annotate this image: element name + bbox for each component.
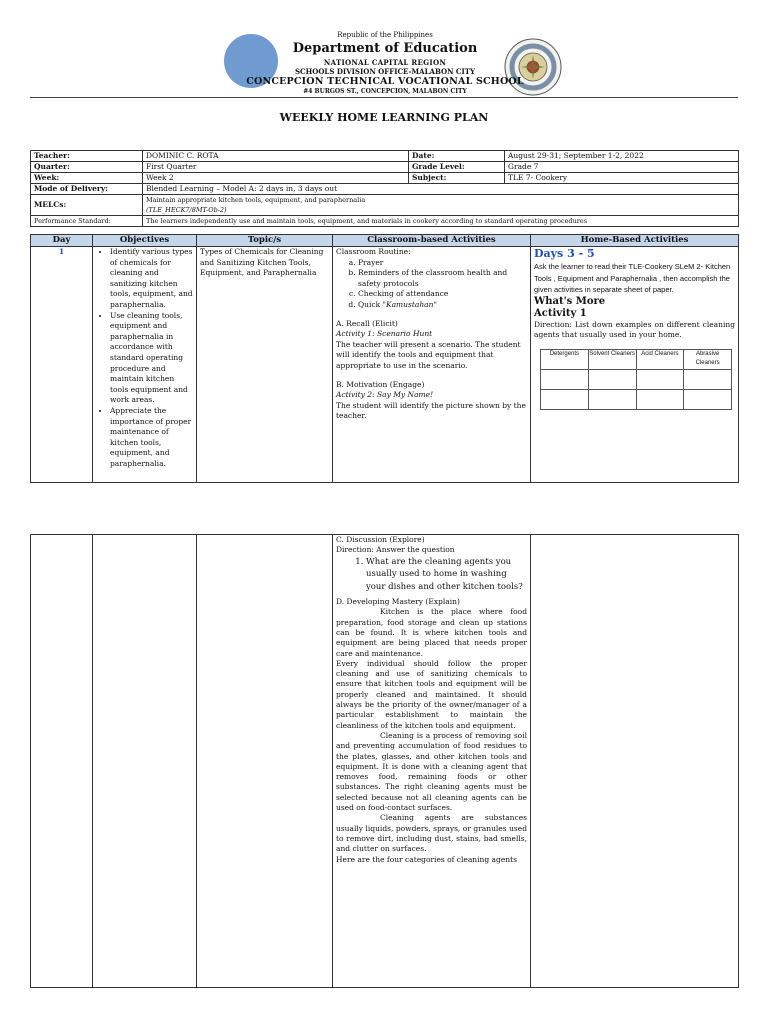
blank-cell: [588, 369, 636, 389]
performance-value: The learners independently use and maintain tools, equipment, and materials in cookery according to standard operating procedures: [143, 216, 739, 227]
recall-text: The teacher will present a scenario. The student will identify the tools and equipment that appropriate to use in the scenario.: [336, 339, 521, 370]
motivation-text: The student will identify the picture shown by the teacher.: [336, 400, 526, 421]
mastery-paragraph: Every individual should follow the proper cleaning and use of sanitizing chemicals to ensure that kitchen tools and equipment will be properly cleaned and maintained. It should always be the priority of the owner/manager of a particular establishment to maintain the cleanliness of the kitchen tools and equipment.: [336, 658, 527, 730]
melc-code: (TLE_HECK7/8MT-Ob-2): [146, 206, 227, 214]
topic-cell: Types of Chemicals for Cleaning and Sanitizing Kitchen Tools, Equipment, and Paraphernalia: [197, 247, 333, 483]
blank-cell: [588, 389, 636, 409]
col-classroom: Classroom-based Activities: [333, 235, 531, 247]
col-objectives: Objectives: [93, 235, 197, 247]
teacher-value: DOMINIC C. ROTA: [143, 151, 409, 162]
date-label: Date:: [409, 151, 505, 162]
continuation-table: [30, 534, 739, 988]
quarter-label: Quarter:: [31, 162, 143, 173]
plan-table: [30, 234, 739, 483]
col-home: Home-Based Activities: [531, 235, 739, 247]
header-address: #4 BURGOS ST., CONCEPCION, MALABON CITY: [303, 88, 467, 95]
page-title: WEEKLY HOME LEARNING PLAN: [279, 111, 489, 124]
header-republic: Republic of the Philippines: [337, 31, 433, 39]
header-division: SCHOOLS DIVISION OFFICE-MALABON CITY: [295, 67, 475, 76]
routine-item: b. Reminders of the classroom health and safety protocols: [358, 268, 527, 289]
header-region: NATIONAL CAPITAL REGION: [323, 58, 447, 67]
activity-direction: Direction: List down examples on different cleaning agents that usually used in your home.: [534, 319, 735, 340]
routine-title: Classroom Routine:: [336, 247, 411, 256]
routine-item: c. Checking of attendance: [358, 289, 527, 300]
teacher-label: Teacher:: [31, 151, 143, 162]
mode-value: Blended Learning – Model A: 2 days in, 3 days out: [143, 184, 739, 195]
continued-classroom-cell: [333, 535, 531, 988]
whats-more-heading: What's More: [534, 295, 606, 307]
blank-cell: [636, 369, 684, 389]
cleaning-header: Solvent Cleaners: [588, 349, 636, 369]
melc-label: MELCs:: [31, 195, 143, 216]
routine-list: [336, 258, 527, 311]
cleaning-header: Detergents: [541, 349, 589, 369]
empty-objectives-cell: [93, 535, 197, 988]
header-divider: [30, 97, 738, 98]
mastery-paragraph: Here are the four categories of cleaning agents: [336, 854, 517, 864]
melc-text: Maintain appropriate kitchen tools, equipment, and paraphernalia: [146, 196, 366, 204]
mastery-paragraph: Cleaning is a process of removing soil and preventing accumulation of food residues to the plates, glasses, and other kitchen tools and equipment. It is done with a cleaning agent that removes food, remaining foods or other substances. The right cleaning agents must be selected because not all cleaning agents can be used on food-contact surfaces.: [336, 730, 527, 813]
blank-cell: [541, 389, 589, 409]
blank-cell: [541, 369, 589, 389]
mastery-paragraph: Kitchen is the place where food preparation, food storage and clean up stations can be found. It is where kitchen tools and equipment are being placed that needs proper care and maintenance.: [336, 607, 527, 658]
motivation-activity: Activity 2: Say My Name!: [336, 390, 434, 400]
empty-day-cell: [31, 535, 93, 988]
empty-home-cell: [531, 535, 739, 988]
mastery-paragraph: Cleaning agents are substances usually liquids, powders, sprays, or granules used to remove dirt, including dust, stains, bad smells, and clutter on surfaces.: [336, 813, 527, 854]
routine-quick: Quick: [358, 299, 383, 309]
question-item: 1. What are the cleaning agents you usually used to home in washing your dishes and other kitchen tools?: [366, 556, 527, 594]
objective-item: • Appreciate the importance of proper maintenance of kitchen tools, equipment, and paraphernalia.: [110, 406, 193, 470]
classroom-cell: [333, 247, 531, 483]
objectives-cell: [93, 247, 197, 483]
objective-item: • Identify various types of chemicals for cleaning and sanitizing kitchen tools, equipment, and paraphernalia.: [110, 247, 193, 311]
day-number: 1: [31, 247, 93, 483]
mode-label: Mode of Delivery:: [31, 184, 143, 195]
blank-cell: [684, 369, 732, 389]
cleaning-agents-table: [540, 349, 732, 410]
blank-cell: [636, 389, 684, 409]
recall-activity: Activity 1: Scenario Hunt: [336, 329, 433, 339]
days-label: Days 3 - 5: [534, 247, 595, 260]
subject-value: TLE 7- Cookery: [505, 173, 739, 184]
discussion-title: C. Discussion (Explore): [336, 535, 425, 544]
routine-item: [358, 300, 527, 311]
cleaning-header: Acid Cleaners: [636, 349, 684, 369]
activity-heading: Activity 1: [534, 307, 587, 319]
empty-topic-cell: [197, 535, 333, 988]
melc-value: [143, 195, 739, 216]
mastery-title: D. Developing Mastery (Explain): [336, 597, 460, 607]
routine-kamustahan: "Kamustahan": [382, 299, 437, 309]
home-cell: [531, 247, 739, 483]
blank-cell: [684, 389, 732, 409]
cleaning-header: Abrasive Cleaners: [684, 349, 732, 369]
objective-item: • Use cleaning tools, equipment and paraphernalia in accordance with standard operating procedure and maintain kitchen tools equipment and work areas.: [110, 311, 193, 406]
info-table: [30, 150, 739, 227]
header-school: CONCEPCION TECHNICAL VOCATIONAL SCHOOL: [246, 76, 524, 87]
motivation-title: B. Motivation (Engage): [336, 379, 425, 389]
question-list: [336, 556, 527, 594]
performance-label: Performance Standard:: [31, 216, 143, 227]
routine-item: a. Prayer: [358, 258, 527, 269]
recall-title: A. Recall (Elicit): [336, 318, 398, 328]
date-value: August 29-31; September 1-2, 2022: [505, 151, 739, 162]
week-value: Week 2: [143, 173, 409, 184]
col-day: Day: [31, 235, 93, 247]
subject-label: Subject:: [409, 173, 505, 184]
grade-label: Grade Level:: [409, 162, 505, 173]
col-topics: Topic/s: [197, 235, 333, 247]
grade-value: Grade 7: [505, 162, 739, 173]
home-instruction: Ask the learner to read their TLE-Cookery SLeM 2- Kitchen Tools , Equipment and Paraphernalia , then accomplish the given activities in separate sheet of paper.: [534, 262, 731, 294]
quarter-value: First Quarter: [143, 162, 409, 173]
week-label: Week:: [31, 173, 143, 184]
discussion-direction: Direction: Answer the question: [336, 545, 455, 555]
header-department: Department of Education: [292, 41, 478, 56]
